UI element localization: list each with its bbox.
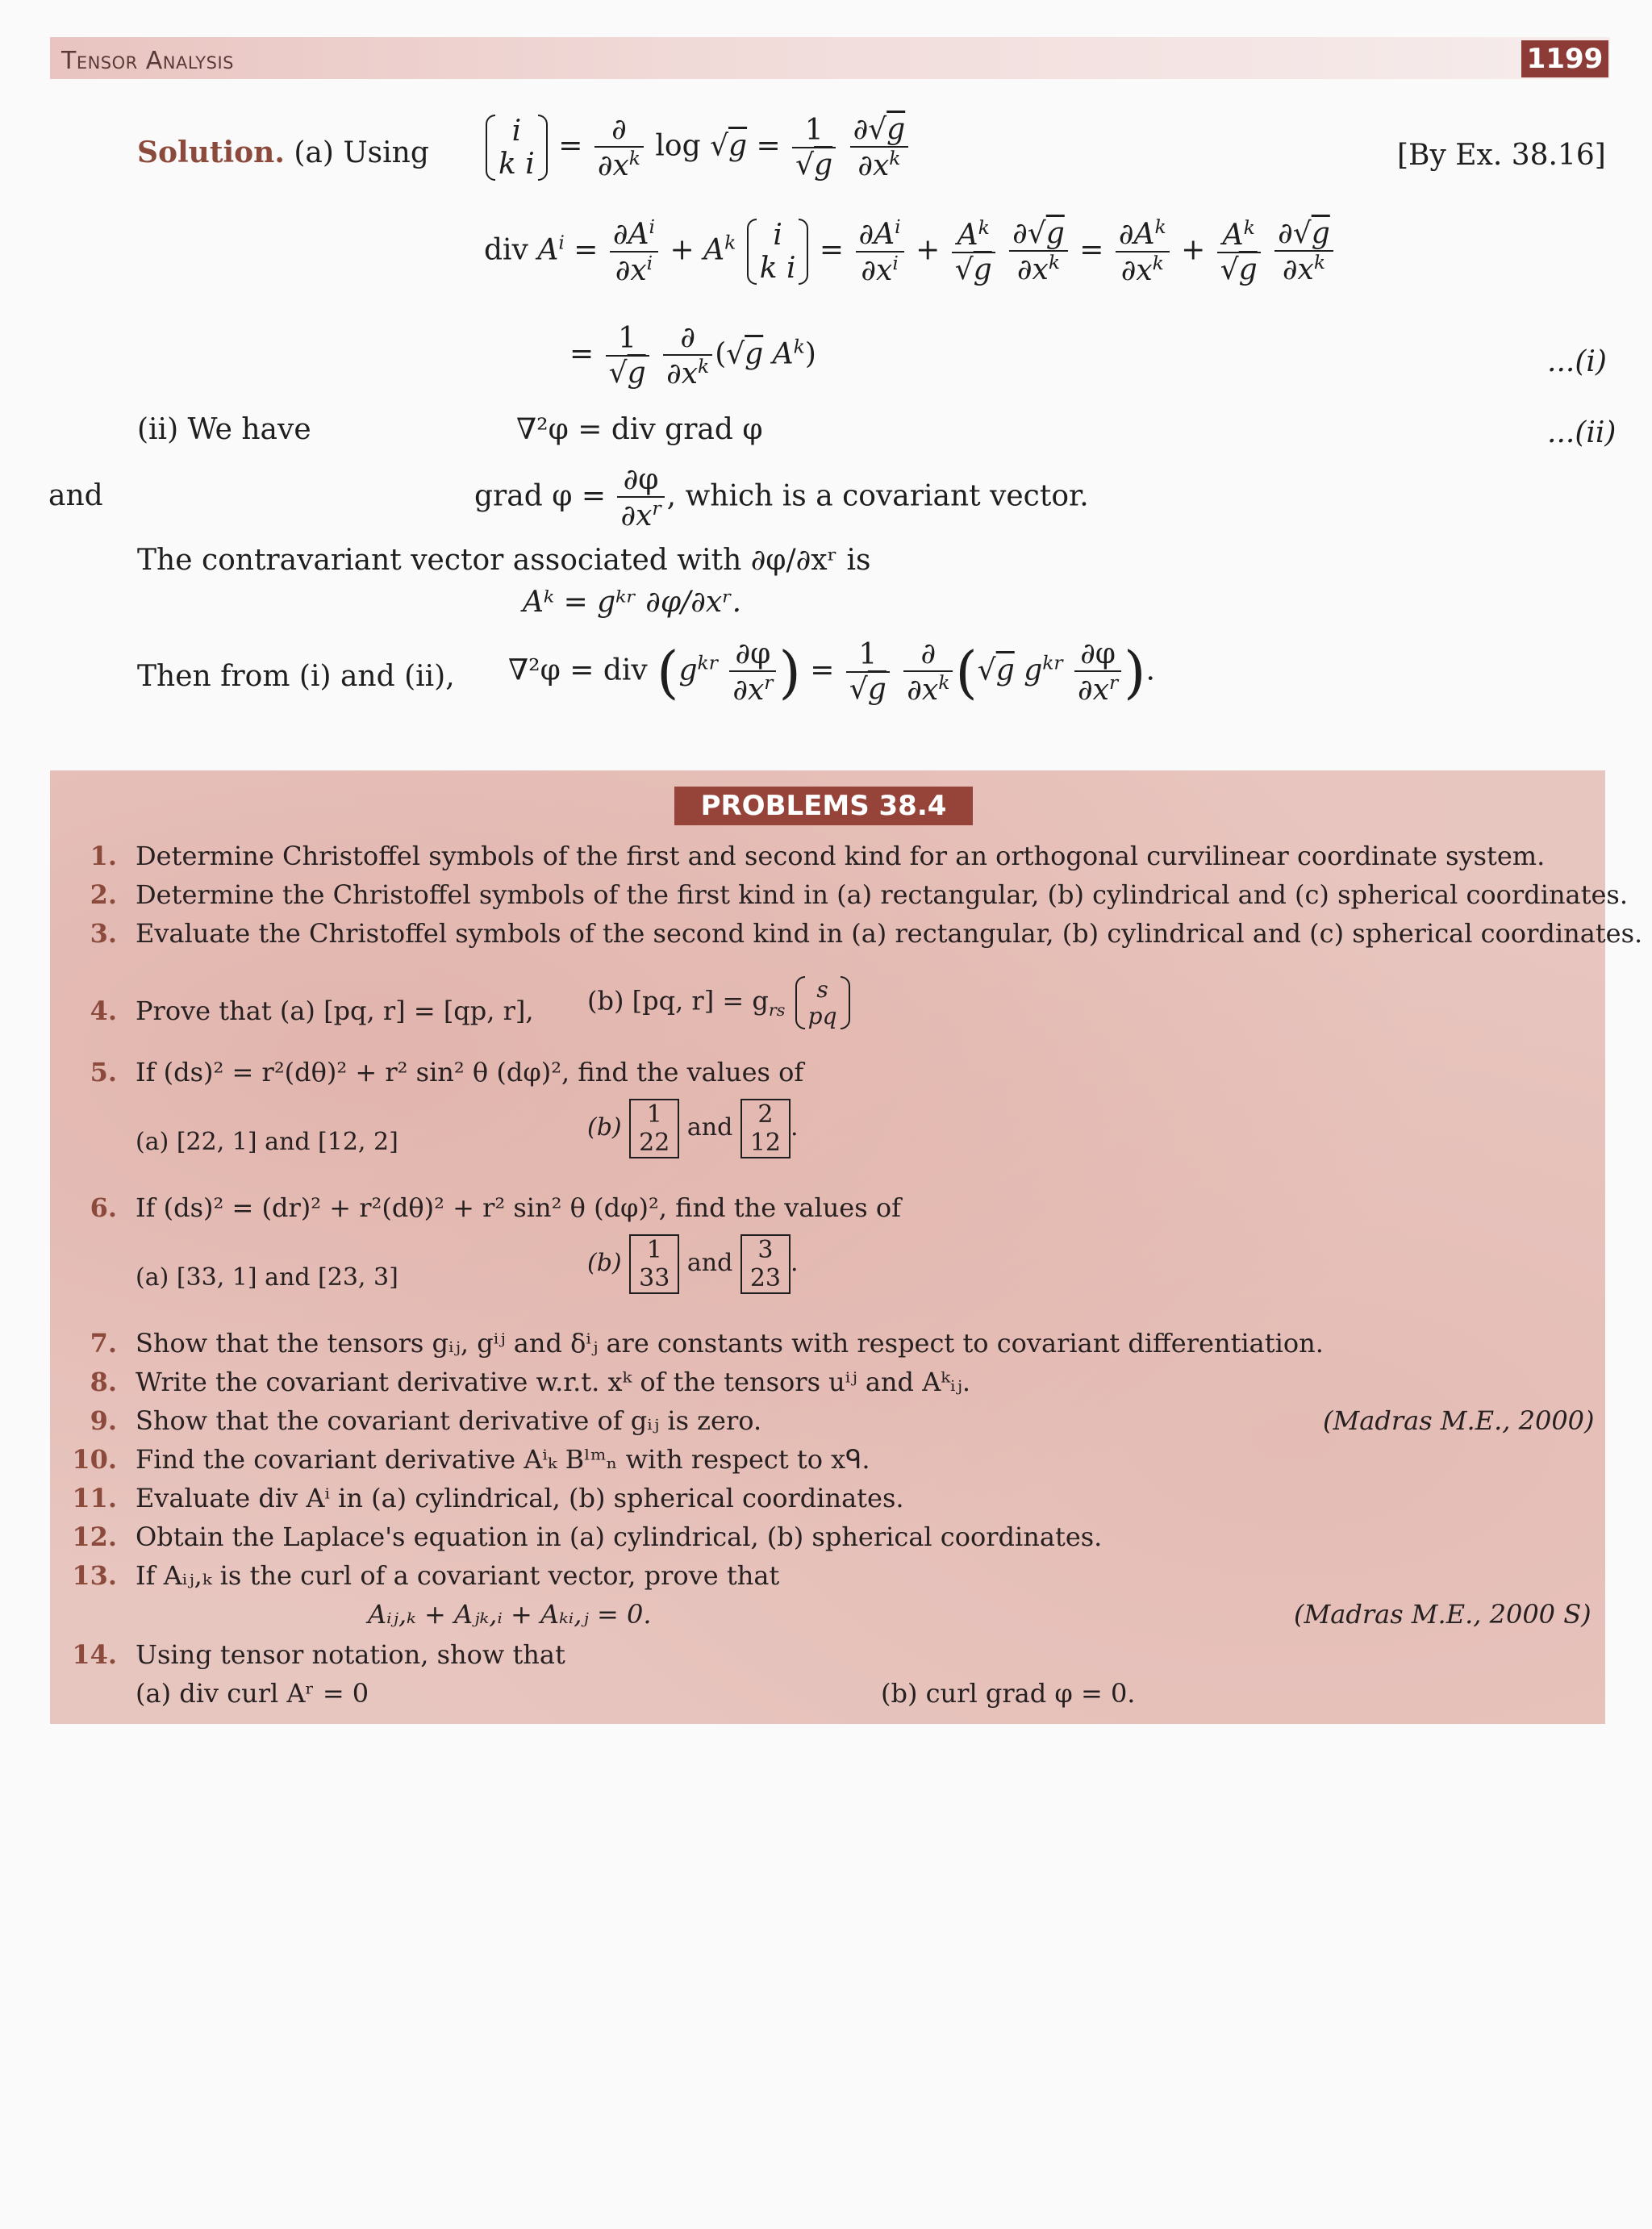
problem-number: 1.: [90, 841, 117, 871]
reference-note: [By Ex. 38.16]: [1397, 139, 1606, 172]
covariant-text: , which is a covariant vector.: [666, 479, 1089, 513]
problem-text: Find the covariant derivative Aⁱₖ Bˡᵐₙ with respect to xᑫ.: [136, 1444, 870, 1475]
laplacian-final-equation: ∇²φ = div ($g^{kr}$ $\frac{\partial\varphi}{\partial x^r}$ ) = $\frac{1}{√g}$ $\frac{\partial}{\partial x^k}$ (√g $g^{kr}$ $\frac{\partial\varphi}{\partial x^r}$ ).: [508, 637, 1155, 708]
then-from-text: Then from (i) and (ii),: [137, 660, 455, 693]
problem-5b: (b) 1 22 and 2 12.: [587, 1100, 799, 1157]
equation-mark-i: ...(i): [1547, 345, 1607, 378]
problem-number: 6.: [90, 1192, 117, 1223]
problem-4b: (b) [pq, $r] = g_{rs}$ s pq: [587, 976, 852, 1029]
and-word: and: [48, 479, 103, 512]
problem-number: 4.: [90, 996, 117, 1026]
part-ii-label: (ii) We have: [137, 413, 311, 446]
problem-text: If Aᵢⱼ,ₖ is the curl of a covariant vector, prove that: [136, 1560, 780, 1591]
problem-number: 8.: [90, 1367, 117, 1397]
problem-number: 11.: [72, 1483, 117, 1513]
problem-text: If (ds)² = (dr)² + r²(dθ)² + r² sin² θ (dφ)², find the values of: [136, 1192, 901, 1223]
problem-text: Write the covariant derivative w.r.t. xᵏ of the tensors uⁱʲ and Aᵏᵢⱼ.: [136, 1367, 971, 1397]
problem-14b: (b) curl grad φ = 0.: [881, 1678, 1136, 1709]
problem-text: Determine Christoffel symbols of the first and second kind for an orthogonal curvilinear coordinate system.: [136, 841, 1546, 871]
equation-mark-ii: ...(ii): [1547, 416, 1617, 449]
solution-label: Solution.: [137, 136, 285, 169]
equation-div-a-result: = $\frac{1}{√g}$ $\frac{\partial}{\partial x^k}$ (√g $A^k$): [569, 321, 816, 391]
problem-4b-text: (b) [pq, r] = g: [587, 985, 769, 1016]
problem-text: Evaluate the Christoffel symbols of the second kind in (a) rectangular, (b) cylindrical and (c) spherical coordinates.: [136, 918, 1643, 949]
problem-text: Determine the Christoffel symbols of the first kind in (a) rectangular, (b) cylindrical and (c) spherical coordinates.: [136, 879, 1629, 910]
problem-number: 9.: [90, 1405, 117, 1436]
problem-text: Obtain the Laplace's equation in (a) cylindrical, (b) spherical coordinates.: [136, 1521, 1103, 1552]
solution-heading: [137, 136, 429, 169]
running-header: [50, 37, 1610, 79]
problem-text: Prove that (a) [pq, r] = [qp, r],: [136, 996, 534, 1026]
chapter-title: Tensor Analysis: [61, 47, 234, 75]
problem-number: 10.: [72, 1444, 117, 1475]
laplacian-equation: ∇²φ = div grad φ: [516, 413, 763, 446]
problem-6b: (b) 1 33 and 3 23.: [587, 1236, 799, 1292]
problem-6a: (a) [33, 1] and [23, 3]: [136, 1263, 398, 1292]
grad-phi-equation: grad φ = $\frac{\partial\varphi}{\partial x^r}$ , which is a covariant vector.: [474, 463, 1089, 533]
problem-text: Show that the covariant derivative of gᵢⱼ is zero.: [136, 1405, 762, 1436]
problem-number: 2.: [90, 879, 117, 910]
problem-number: 14.: [72, 1639, 117, 1670]
problem-text: If (ds)² = r²(dθ)² + r² sin² θ (dφ)², find the values of: [136, 1057, 804, 1087]
problem-number: 5.: [90, 1057, 117, 1087]
ak-equation: Aᵏ = gᵏʳ ∂φ/∂xʳ.: [523, 586, 742, 619]
source-note: (Madras M.E., 2000 S): [1294, 1599, 1592, 1630]
problem-5a: (a) [22, 1] and [12, 2]: [136, 1128, 398, 1156]
problem-text: Evaluate div Aⁱ in (a) cylindrical, (b) spherical coordinates.: [136, 1483, 904, 1513]
problem-number: 13.: [72, 1560, 117, 1591]
problem-text: Show that the tensors gᵢⱼ, gⁱʲ and δⁱⱼ are constants with respect to covariant differentiation.: [136, 1328, 1324, 1359]
problem-number: 7.: [90, 1328, 117, 1359]
source-note: (Madras M.E., 2000): [1323, 1405, 1595, 1436]
problem-number: 12.: [72, 1521, 117, 1552]
equation-div-a: div $A^i$ = $\frac{\partial A^i}{\partial x^i}$ + $A^k$ i k i = $\frac{\partial A^i}{\partial x^i}$ + $\frac{A^k}{√g}$ $\frac{\partial√g}{\partial x^k}$ = $\frac{\partial A^k}{\partial x^k}$ + $\frac{A^k}{√g}$ $\frac{\partial√g}{\partial x^k}$: [484, 216, 1336, 288]
page-number: 1199: [1521, 40, 1608, 77]
contravariant-sentence: The contravariant vector associated with ∂φ/∂xʳ is: [137, 544, 871, 577]
solution-part-a: (a) Using: [294, 136, 429, 169]
problems-title: PROBLEMS 38.4: [674, 787, 973, 825]
problem-13-equation: Aᵢⱼ,ₖ + Aⱼₖ,ᵢ + Aₖᵢ,ⱼ = 0.: [368, 1599, 652, 1630]
equation-christoffel-log: i k i = $\frac{\partial}{\partial x^k}$ log √g = $\frac{1}{√g}$ $\frac{\partial√g}{\partial x^k}$: [484, 113, 911, 183]
problem-text: Using tensor notation, show that: [136, 1639, 565, 1670]
problem-number: 3.: [90, 918, 117, 949]
problem-14a: (a) div curl Aʳ = 0: [136, 1678, 369, 1709]
